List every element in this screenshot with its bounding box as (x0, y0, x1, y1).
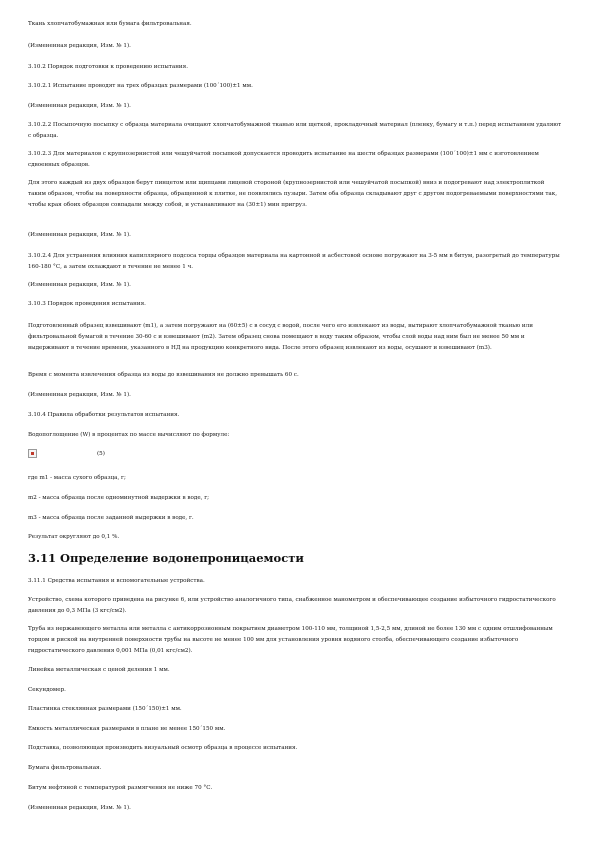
paragraph-stopwatch: Секундомер. (28, 687, 66, 693)
paragraph-ruler: Линейка металлическая с ценой деления 1 мм. (28, 667, 170, 673)
paragraph-fabric: Ткань хлопчатобумажная или бумага фильтровальная. (28, 21, 192, 27)
paragraph-amendment: (Измененная редакция, Изм. № 1). (28, 282, 131, 288)
paragraph-amendment: (Измененная редакция, Изм. № 1). (28, 805, 131, 811)
paragraph-bitumen: Битум нефтяной с температурой размягчения не ниже 70 °С. (28, 785, 213, 791)
paragraph-time-limit: Время с момента извлечения образца из воды до взвешивания не должно превышать 60 с. (28, 372, 299, 378)
paragraph-procedure: Подготовленный образец взвешивают (m1), а затем погружают на (60±5) с в сосуд с водой, после чего его извлекают из воды, вытирают хлопчатобумажной тканью или фильтровальной бумагой в течение 30-60 с и взвешивают (m2). Затем образец снова помещают в воду таким образом, чтобы слой воды над ним был не менее 50 мм и выдерживают в течение времени, указанного в НД на продукцию конкретного вида. После этого образец извлекают из воды, осушают и взвешивают (m3). (28, 323, 533, 351)
broken-image-icon (28, 449, 37, 458)
paragraph-container: Емкость металлическая размерами в плане не менее 150´150 мм. (28, 726, 226, 732)
paragraph-amendment: (Измененная редакция, Изм. № 1). (28, 392, 131, 398)
paragraph-3-10-2-1: 3.10.2.1 Испытание проводят на трех образцах размерами (100´100)±1 мм. (28, 83, 253, 89)
paragraph-amendment: (Измененная редакция, Изм. № 1). (28, 232, 131, 238)
paragraph-amendment: (Измененная редакция, Изм. № 1). (28, 43, 131, 49)
paragraph-3-10-4: 3.10.4 Правила обработки результатов испытания. (28, 412, 180, 418)
paragraph-m2: m2 - масса образца после одноминутной выдержки в воде, г; (28, 495, 210, 501)
formula (28, 449, 228, 463)
paragraph-glass-plate: Пластинка стеклянная размерами (150´150)±1 мм. (28, 706, 182, 712)
paragraph-3-10-2-2: 3.10.2.2 Посыпочную посыпку с образца материала очищают хлопчатобумажной тканью или щеткой, прокладочный материал (пленку, бумагу и т.п.) перед испытанием удаляют с образца. (28, 122, 562, 139)
paragraph-device: Устройство, схема которого приведена на рисунке 6, или устройство аналогичного типа, снабженное манометром и обеспечивающее создание избыточного гидростатического давления до 0,3 МПа (3 кгс/см2). (28, 597, 556, 614)
paragraph-stand: Подставка, позволяющая производить визуальный осмотр образца в процессе испытания. (28, 745, 298, 751)
paragraph-m1: где m1 - масса сухого образца, г; (28, 475, 126, 481)
paragraph-3-11-1: 3.11.1 Средства испытания и вспомогательные устройства. (28, 578, 205, 584)
paragraph-double-samples: Для этого каждый из двух образцов берут пинцетом или щипцами лицевой стороной (крупнозернистой или чешуйчатой посыпкой) вниз и подогревают над электроплиткой таким образом, чтобы на поверхности образца, обращенной к плитке, не появлялись пузыри. Затем оба образца складывают друг с другом подогреваемыми поверхностями так, чтобы края обоих образцов совпадали между собой, и устанавливают на (30±1) мин пригруз. (28, 180, 558, 208)
paragraph-rounding: Результат округляют до 0,1 %. (28, 534, 120, 540)
paragraph-tube: Труба из нержавеющего металла или металла с антикоррозионным покрытием диаметром 100-110 мм, толщиной 1,5-2,5 мм, длиной не более 130 мм с одним отшлифованным торцом и риской на внутренней поверхности трубы на высоте не менее 100 мм для установления уровня водяного столба, обеспечивающего создание избыточного гидростатического давления 0,001 МПа (0,01 кгс/см2). (28, 626, 553, 654)
paragraph-amendment: (Измененная редакция, Изм. № 1). (28, 103, 131, 109)
paragraph-3-10-3: 3.10.3 Порядок проведения испытания. (28, 301, 146, 307)
paragraph-m3: m3 - масса образца после заданной выдержки в воде, г. (28, 515, 194, 521)
paragraph-3-10-2-3: 3.10.2.3 Для материалов с крупнозернистой или чешуйчатой посыпкой допускается проводить испытание на шести образцах размерами (100´100)±1 мм с изготовлением сдвоенных образцов. (28, 151, 539, 168)
paragraph-formula-intro: Водопоглощение (W) в процентах по массе вычисляют по формуле: (28, 432, 230, 438)
paragraph-3-10-2-4: 3.10.2.4 Для устранения влияния капиллярного подсоса торцы образцов материала на картонной и асбестовой основе погружают на 3-5 мм в битум, разогретый до температуры 160-180 °С, а затем охлаждают в течение не менее 1 ч. (28, 253, 560, 270)
formula-number: (5) (97, 451, 105, 457)
paragraph-filter-paper: Бумага фильтровальная. (28, 765, 102, 771)
paragraph-3-10-2: 3.10.2 Порядок подготовки к проведению испытания. (28, 64, 188, 70)
section-heading: 3.11 Определение водонепроницаемости (28, 551, 304, 565)
